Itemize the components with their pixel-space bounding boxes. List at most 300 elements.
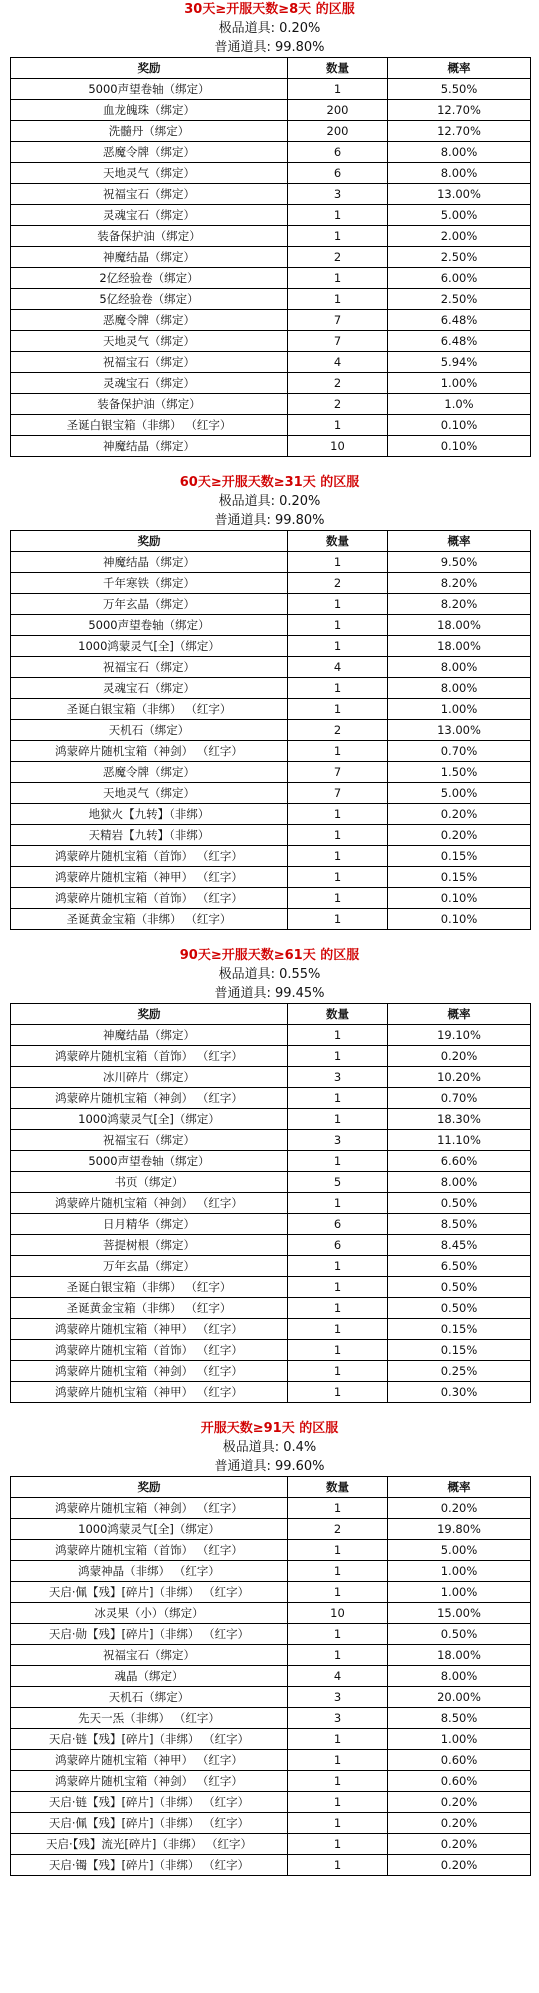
table-row [11, 1088, 531, 1109]
cell-quantity: 1 [288, 1834, 388, 1855]
table-header-row [11, 1004, 531, 1025]
cell-probability: 18.00% [388, 615, 531, 636]
cell-probability: 0.10% [388, 415, 531, 436]
cell-quantity: 1 [288, 1298, 388, 1319]
cell-probability: 0.20% [388, 1046, 531, 1067]
cell-quantity: 1 [288, 846, 388, 867]
cell-quantity: 1 [288, 1645, 388, 1666]
cell-quantity: 3 [288, 1067, 388, 1088]
cell-quantity: 6 [288, 1214, 388, 1235]
header-quantity: 数量 [288, 531, 388, 552]
cell-probability: 0.20% [388, 1792, 531, 1813]
table-row [11, 720, 531, 741]
cell-probability: 0.10% [388, 909, 531, 930]
cell-probability: 5.00% [388, 205, 531, 226]
cell-probability: 1.00% [388, 1561, 531, 1582]
cell-probability: 1.00% [388, 1582, 531, 1603]
table-row [11, 1708, 531, 1729]
header-quantity: 数量 [288, 1004, 388, 1025]
reward-table [10, 1003, 531, 1403]
cell-probability: 18.00% [388, 636, 531, 657]
table-row [11, 142, 531, 163]
header-quantity: 数量 [288, 58, 388, 79]
cell-probability: 0.20% [388, 1498, 531, 1519]
table-row [11, 1256, 531, 1277]
cell-reward: 祝福宝石（绑定） [11, 657, 288, 678]
cell-quantity: 200 [288, 121, 388, 142]
table-row [11, 699, 531, 720]
cell-reward: 神魔结晶（绑定） [11, 247, 288, 268]
cell-quantity: 3 [288, 1708, 388, 1729]
cell-quantity: 4 [288, 1666, 388, 1687]
cell-probability: 13.00% [388, 720, 531, 741]
cell-probability: 8.00% [388, 657, 531, 678]
cell-quantity: 2 [288, 394, 388, 415]
cell-reward: 神魔结晶（绑定） [11, 1025, 288, 1046]
cell-reward: 圣诞白银宝箱（非绑） （红字） [11, 415, 288, 436]
cell-probability: 10.20% [388, 1067, 531, 1088]
normal-item-rate: 普通道具: 99.45% [214, 986, 325, 1001]
rare-item-rate: 极品道具: 0.20% [218, 494, 321, 509]
reward-section [0, 1419, 539, 1876]
cell-quantity: 1 [288, 825, 388, 846]
cell-reward: 1000鸿蒙灵气[全]（绑定） [11, 1109, 288, 1130]
cell-reward: 恶魔令牌（绑定） [11, 310, 288, 331]
normal-item-rate: 普通道具: 99.80% [214, 513, 325, 528]
header-probability: 概率 [388, 1477, 531, 1498]
normal-item-rate: 普通道具: 99.80% [214, 40, 325, 55]
cell-quantity: 6 [288, 142, 388, 163]
table-row [11, 1046, 531, 1067]
cell-quantity: 1 [288, 1088, 388, 1109]
table-row [11, 867, 531, 888]
header-reward: 奖励 [11, 531, 288, 552]
table-row [11, 1025, 531, 1046]
cell-probability: 8.00% [388, 678, 531, 699]
cell-probability: 18.00% [388, 1645, 531, 1666]
table-row [11, 909, 531, 930]
cell-reward: 装备保护油（绑定） [11, 226, 288, 247]
table-row [11, 657, 531, 678]
cell-quantity: 1 [288, 226, 388, 247]
header-probability: 概率 [388, 1004, 531, 1025]
cell-quantity: 1 [288, 1277, 388, 1298]
cell-reward: 5000声望卷轴（绑定） [11, 1151, 288, 1172]
table-row [11, 783, 531, 804]
cell-probability: 0.20% [388, 825, 531, 846]
cell-reward: 鸿蒙碎片随机宝箱（首饰） （红字） [11, 846, 288, 867]
cell-reward: 1000鸿蒙灵气[全]（绑定） [11, 636, 288, 657]
table-row [11, 373, 531, 394]
cell-probability: 6.50% [388, 1256, 531, 1277]
table-row [11, 1067, 531, 1088]
cell-quantity: 6 [288, 163, 388, 184]
cell-quantity: 2 [288, 247, 388, 268]
table-row [11, 1361, 531, 1382]
cell-probability: 8.50% [388, 1214, 531, 1235]
table-row [11, 1750, 531, 1771]
table-row [11, 1519, 531, 1540]
cell-quantity: 6 [288, 1235, 388, 1256]
cell-quantity: 7 [288, 310, 388, 331]
cell-reward: 洗髓丹（绑定） [11, 121, 288, 142]
cell-probability: 1.0% [388, 394, 531, 415]
cell-reward: 血龙魄珠（绑定） [11, 100, 288, 121]
table-row [11, 394, 531, 415]
reward-section [0, 946, 539, 1419]
cell-probability: 9.50% [388, 552, 531, 573]
table-row [11, 1319, 531, 1340]
cell-reward: 5亿经验卷（绑定） [11, 289, 288, 310]
cell-reward: 鸿蒙碎片随机宝箱（神剑） （红字） [11, 1771, 288, 1792]
cell-reward: 鸿蒙碎片随机宝箱（首饰） （红字） [11, 1540, 288, 1561]
cell-probability: 5.00% [388, 1540, 531, 1561]
normal-item-rate: 普通道具: 99.60% [214, 1459, 325, 1474]
cell-reward: 万年玄晶（绑定） [11, 594, 288, 615]
table-row [11, 79, 531, 100]
cell-probability: 1.00% [388, 699, 531, 720]
cell-probability: 8.50% [388, 1708, 531, 1729]
cell-probability: 0.25% [388, 1361, 531, 1382]
cell-reward: 地狱火【九转】（非绑） [11, 804, 288, 825]
cell-probability: 0.50% [388, 1624, 531, 1645]
cell-quantity: 1 [288, 699, 388, 720]
cell-reward: 1000鸿蒙灵气[全]（绑定） [11, 1519, 288, 1540]
cell-reward: 天地灵气（绑定） [11, 783, 288, 804]
section-gap [0, 930, 539, 946]
header-probability: 概率 [388, 531, 531, 552]
reward-section [0, 473, 539, 946]
header-quantity: 数量 [288, 1477, 388, 1498]
table-row [11, 1603, 531, 1624]
cell-probability: 19.80% [388, 1519, 531, 1540]
cell-reward: 鸿蒙碎片随机宝箱（神剑） （红字） [11, 1361, 288, 1382]
cell-probability: 0.10% [388, 436, 531, 457]
cell-quantity: 1 [288, 205, 388, 226]
cell-reward: 鸿蒙碎片随机宝箱（神甲） （红字） [11, 1319, 288, 1340]
table-header-row [11, 1477, 531, 1498]
table-header-row [11, 531, 531, 552]
cell-reward: 魂晶（绑定） [11, 1666, 288, 1687]
cell-probability: 0.15% [388, 1319, 531, 1340]
cell-probability: 0.60% [388, 1771, 531, 1792]
cell-probability: 0.20% [388, 804, 531, 825]
section-gap [0, 457, 539, 473]
cell-probability: 8.00% [388, 142, 531, 163]
table-row [11, 184, 531, 205]
cell-probability: 6.48% [388, 331, 531, 352]
cell-reward: 恶魔令牌（绑定） [11, 762, 288, 783]
cell-quantity: 1 [288, 888, 388, 909]
cell-probability: 2.50% [388, 289, 531, 310]
cell-quantity: 1 [288, 1855, 388, 1876]
table-row [11, 615, 531, 636]
cell-probability: 0.30% [388, 1382, 531, 1403]
cell-quantity: 3 [288, 1687, 388, 1708]
cell-quantity: 1 [288, 1582, 388, 1603]
table-row [11, 163, 531, 184]
cell-probability: 1.00% [388, 373, 531, 394]
table-row [11, 678, 531, 699]
cell-reward: 圣诞黄金宝箱（非绑） （红字） [11, 1298, 288, 1319]
cell-quantity: 1 [288, 552, 388, 573]
cell-reward: 鸿蒙碎片随机宝箱（首饰） （红字） [11, 888, 288, 909]
cell-quantity: 2 [288, 720, 388, 741]
cell-quantity: 1 [288, 1771, 388, 1792]
cell-quantity: 1 [288, 289, 388, 310]
table-row [11, 289, 531, 310]
cell-reward: 鸿蒙碎片随机宝箱（神剑） （红字） [11, 1088, 288, 1109]
cell-quantity: 1 [288, 79, 388, 100]
table-row [11, 268, 531, 289]
cell-reward: 冰川碎片（绑定） [11, 1067, 288, 1088]
table-row [11, 1382, 531, 1403]
cell-reward: 恶魔令牌（绑定） [11, 142, 288, 163]
table-row [11, 247, 531, 268]
table-row [11, 1277, 531, 1298]
cell-reward: 万年玄晶（绑定） [11, 1256, 288, 1277]
section-title: 90天≥开服天数≥61天 的区服 [179, 948, 360, 963]
cell-probability: 0.15% [388, 867, 531, 888]
table-row [11, 310, 531, 331]
cell-probability: 8.00% [388, 1666, 531, 1687]
cell-probability: 12.70% [388, 100, 531, 121]
cell-probability: 8.20% [388, 573, 531, 594]
cell-quantity: 1 [288, 1340, 388, 1361]
cell-reward: 鸿蒙碎片随机宝箱（神甲） （红字） [11, 1382, 288, 1403]
table-row [11, 226, 531, 247]
table-row [11, 1729, 531, 1750]
cell-reward: 天地灵气（绑定） [11, 163, 288, 184]
cell-quantity: 1 [288, 741, 388, 762]
cell-quantity: 2 [288, 1519, 388, 1540]
cell-probability: 6.48% [388, 310, 531, 331]
cell-quantity: 1 [288, 1319, 388, 1340]
table-row [11, 1151, 531, 1172]
table-row [11, 1792, 531, 1813]
cell-reward: 天精岩【九转】（非绑） [11, 825, 288, 846]
cell-reward: 书页（绑定） [11, 1172, 288, 1193]
cell-quantity: 1 [288, 1729, 388, 1750]
cell-reward: 圣诞白银宝箱（非绑） （红字） [11, 1277, 288, 1298]
cell-reward: 装备保护油（绑定） [11, 394, 288, 415]
cell-reward: 鸿蒙碎片随机宝箱（首饰） （红字） [11, 1046, 288, 1067]
section-gap [0, 1403, 539, 1419]
header-reward: 奖励 [11, 1004, 288, 1025]
cell-probability: 1.50% [388, 762, 531, 783]
cell-reward: 天机石（绑定） [11, 1687, 288, 1708]
table-row [11, 594, 531, 615]
cell-quantity: 1 [288, 1046, 388, 1067]
cell-probability: 8.00% [388, 1172, 531, 1193]
table-row [11, 1109, 531, 1130]
section-title: 30天≥开服天数≥8天 的区服 [184, 2, 355, 17]
table-row [11, 1235, 531, 1256]
cell-quantity: 1 [288, 1792, 388, 1813]
cell-probability: 5.50% [388, 79, 531, 100]
cell-reward: 鸿蒙神晶（非绑） （红字） [11, 1561, 288, 1582]
cell-quantity: 200 [288, 100, 388, 121]
cell-probability: 0.20% [388, 1834, 531, 1855]
cell-reward: 天启·佩【残】[碎片]（非绑） （红字） [11, 1582, 288, 1603]
cell-quantity: 5 [288, 1172, 388, 1193]
cell-quantity: 1 [288, 615, 388, 636]
table-row [11, 1813, 531, 1834]
cell-probability: 6.60% [388, 1151, 531, 1172]
table-row [11, 1771, 531, 1792]
cell-reward: 鸿蒙碎片随机宝箱（神剑） （红字） [11, 741, 288, 762]
cell-quantity: 1 [288, 1256, 388, 1277]
table-row [11, 1214, 531, 1235]
cell-reward: 祝福宝石（绑定） [11, 1130, 288, 1151]
cell-probability: 12.70% [388, 121, 531, 142]
section-title: 开服天数≥91天 的区服 [200, 1421, 339, 1436]
cell-quantity: 1 [288, 1624, 388, 1645]
cell-reward: 鸿蒙碎片随机宝箱（神甲） （红字） [11, 867, 288, 888]
cell-quantity: 1 [288, 909, 388, 930]
cell-reward: 冰灵果（小）（绑定） [11, 1603, 288, 1624]
cell-reward: 天启·镯【残】[碎片]（非绑） （红字） [11, 1855, 288, 1876]
cell-quantity: 1 [288, 804, 388, 825]
cell-reward: 5000声望卷轴（绑定） [11, 615, 288, 636]
cell-quantity: 1 [288, 1025, 388, 1046]
cell-quantity: 1 [288, 1498, 388, 1519]
cell-reward: 5000声望卷轴（绑定） [11, 79, 288, 100]
cell-probability: 0.15% [388, 846, 531, 867]
table-row [11, 121, 531, 142]
table-row [11, 1298, 531, 1319]
table-row [11, 636, 531, 657]
cell-probability: 15.00% [388, 1603, 531, 1624]
header-reward: 奖励 [11, 58, 288, 79]
cell-reward: 天机石（绑定） [11, 720, 288, 741]
cell-probability: 0.60% [388, 1750, 531, 1771]
cell-reward: 天启·佩【残】[碎片]（非绑） （红字） [11, 1813, 288, 1834]
cell-quantity: 1 [288, 268, 388, 289]
table-row [11, 1834, 531, 1855]
cell-reward: 鸿蒙碎片随机宝箱（首饰） （红字） [11, 1340, 288, 1361]
table-row [11, 1666, 531, 1687]
cell-quantity: 10 [288, 1603, 388, 1624]
cell-probability: 8.20% [388, 594, 531, 615]
table-row [11, 331, 531, 352]
table-row [11, 1645, 531, 1666]
table-row [11, 1855, 531, 1876]
cell-probability: 6.00% [388, 268, 531, 289]
header-probability: 概率 [388, 58, 531, 79]
cell-quantity: 1 [288, 594, 388, 615]
cell-reward: 祝福宝石（绑定） [11, 352, 288, 373]
cell-reward: 千年寒铁（绑定） [11, 573, 288, 594]
table-row [11, 1193, 531, 1214]
cell-probability: 2.50% [388, 247, 531, 268]
table-row [11, 1582, 531, 1603]
cell-reward: 天启·勋【残】[碎片]（非绑） （红字） [11, 1624, 288, 1645]
cell-reward: 鸿蒙碎片随机宝箱（神甲） （红字） [11, 1750, 288, 1771]
table-row [11, 1498, 531, 1519]
cell-quantity: 3 [288, 1130, 388, 1151]
cell-quantity: 7 [288, 762, 388, 783]
cell-reward: 天启·【残】流光[碎片]（非绑） （红字） [11, 1834, 288, 1855]
table-row [11, 552, 531, 573]
cell-probability: 0.50% [388, 1277, 531, 1298]
cell-reward: 天地灵气（绑定） [11, 331, 288, 352]
cell-probability: 8.45% [388, 1235, 531, 1256]
cell-probability: 0.20% [388, 1855, 531, 1876]
cell-probability: 0.20% [388, 1813, 531, 1834]
table-row [11, 762, 531, 783]
table-row [11, 804, 531, 825]
table-row [11, 352, 531, 373]
cell-reward: 天启·链【残】[碎片]（非绑） （红字） [11, 1729, 288, 1750]
cell-reward: 菩提树根（绑定） [11, 1235, 288, 1256]
reward-table [10, 530, 531, 930]
cell-quantity: 1 [288, 1151, 388, 1172]
cell-reward: 日月精华（绑定） [11, 1214, 288, 1235]
cell-probability: 0.70% [388, 741, 531, 762]
section-title: 60天≥开服天数≥31天 的区服 [179, 475, 360, 490]
table-row [11, 1172, 531, 1193]
cell-reward: 鸿蒙碎片随机宝箱（神剑） （红字） [11, 1498, 288, 1519]
reward-section [0, 0, 539, 473]
table-row [11, 415, 531, 436]
cell-reward: 祝福宝石（绑定） [11, 1645, 288, 1666]
table-row [11, 205, 531, 226]
cell-probability: 5.94% [388, 352, 531, 373]
table-row [11, 1561, 531, 1582]
table-row [11, 100, 531, 121]
rare-item-rate: 极品道具: 0.55% [218, 967, 321, 982]
cell-quantity: 1 [288, 1540, 388, 1561]
table-row [11, 436, 531, 457]
cell-probability: 0.15% [388, 1340, 531, 1361]
cell-reward: 灵魂宝石（绑定） [11, 205, 288, 226]
cell-probability: 0.10% [388, 888, 531, 909]
cell-quantity: 1 [288, 1382, 388, 1403]
cell-reward: 神魔结晶（绑定） [11, 552, 288, 573]
table-row [11, 846, 531, 867]
cell-probability: 5.00% [388, 783, 531, 804]
table-row [11, 1540, 531, 1561]
table-row [11, 741, 531, 762]
cell-quantity: 4 [288, 352, 388, 373]
table-header-row [11, 58, 531, 79]
cell-reward: 天启·链【残】[碎片]（非绑） （红字） [11, 1792, 288, 1813]
cell-quantity: 7 [288, 783, 388, 804]
cell-quantity: 1 [288, 1361, 388, 1382]
table-row [11, 825, 531, 846]
table-row [11, 573, 531, 594]
cell-probability: 2.00% [388, 226, 531, 247]
cell-probability: 19.10% [388, 1025, 531, 1046]
cell-probability: 18.30% [388, 1109, 531, 1130]
table-row [11, 1130, 531, 1151]
cell-probability: 8.00% [388, 163, 531, 184]
cell-reward: 先天一炁（非绑） （红字） [11, 1708, 288, 1729]
cell-quantity: 1 [288, 867, 388, 888]
cell-quantity: 1 [288, 678, 388, 699]
cell-probability: 0.50% [388, 1298, 531, 1319]
table-row [11, 1687, 531, 1708]
table-row [11, 1624, 531, 1645]
cell-probability: 20.00% [388, 1687, 531, 1708]
rare-item-rate: 极品道具: 0.4% [222, 1440, 317, 1455]
cell-quantity: 1 [288, 1193, 388, 1214]
cell-quantity: 1 [288, 1109, 388, 1130]
table-row [11, 888, 531, 909]
cell-quantity: 4 [288, 657, 388, 678]
cell-quantity: 10 [288, 436, 388, 457]
